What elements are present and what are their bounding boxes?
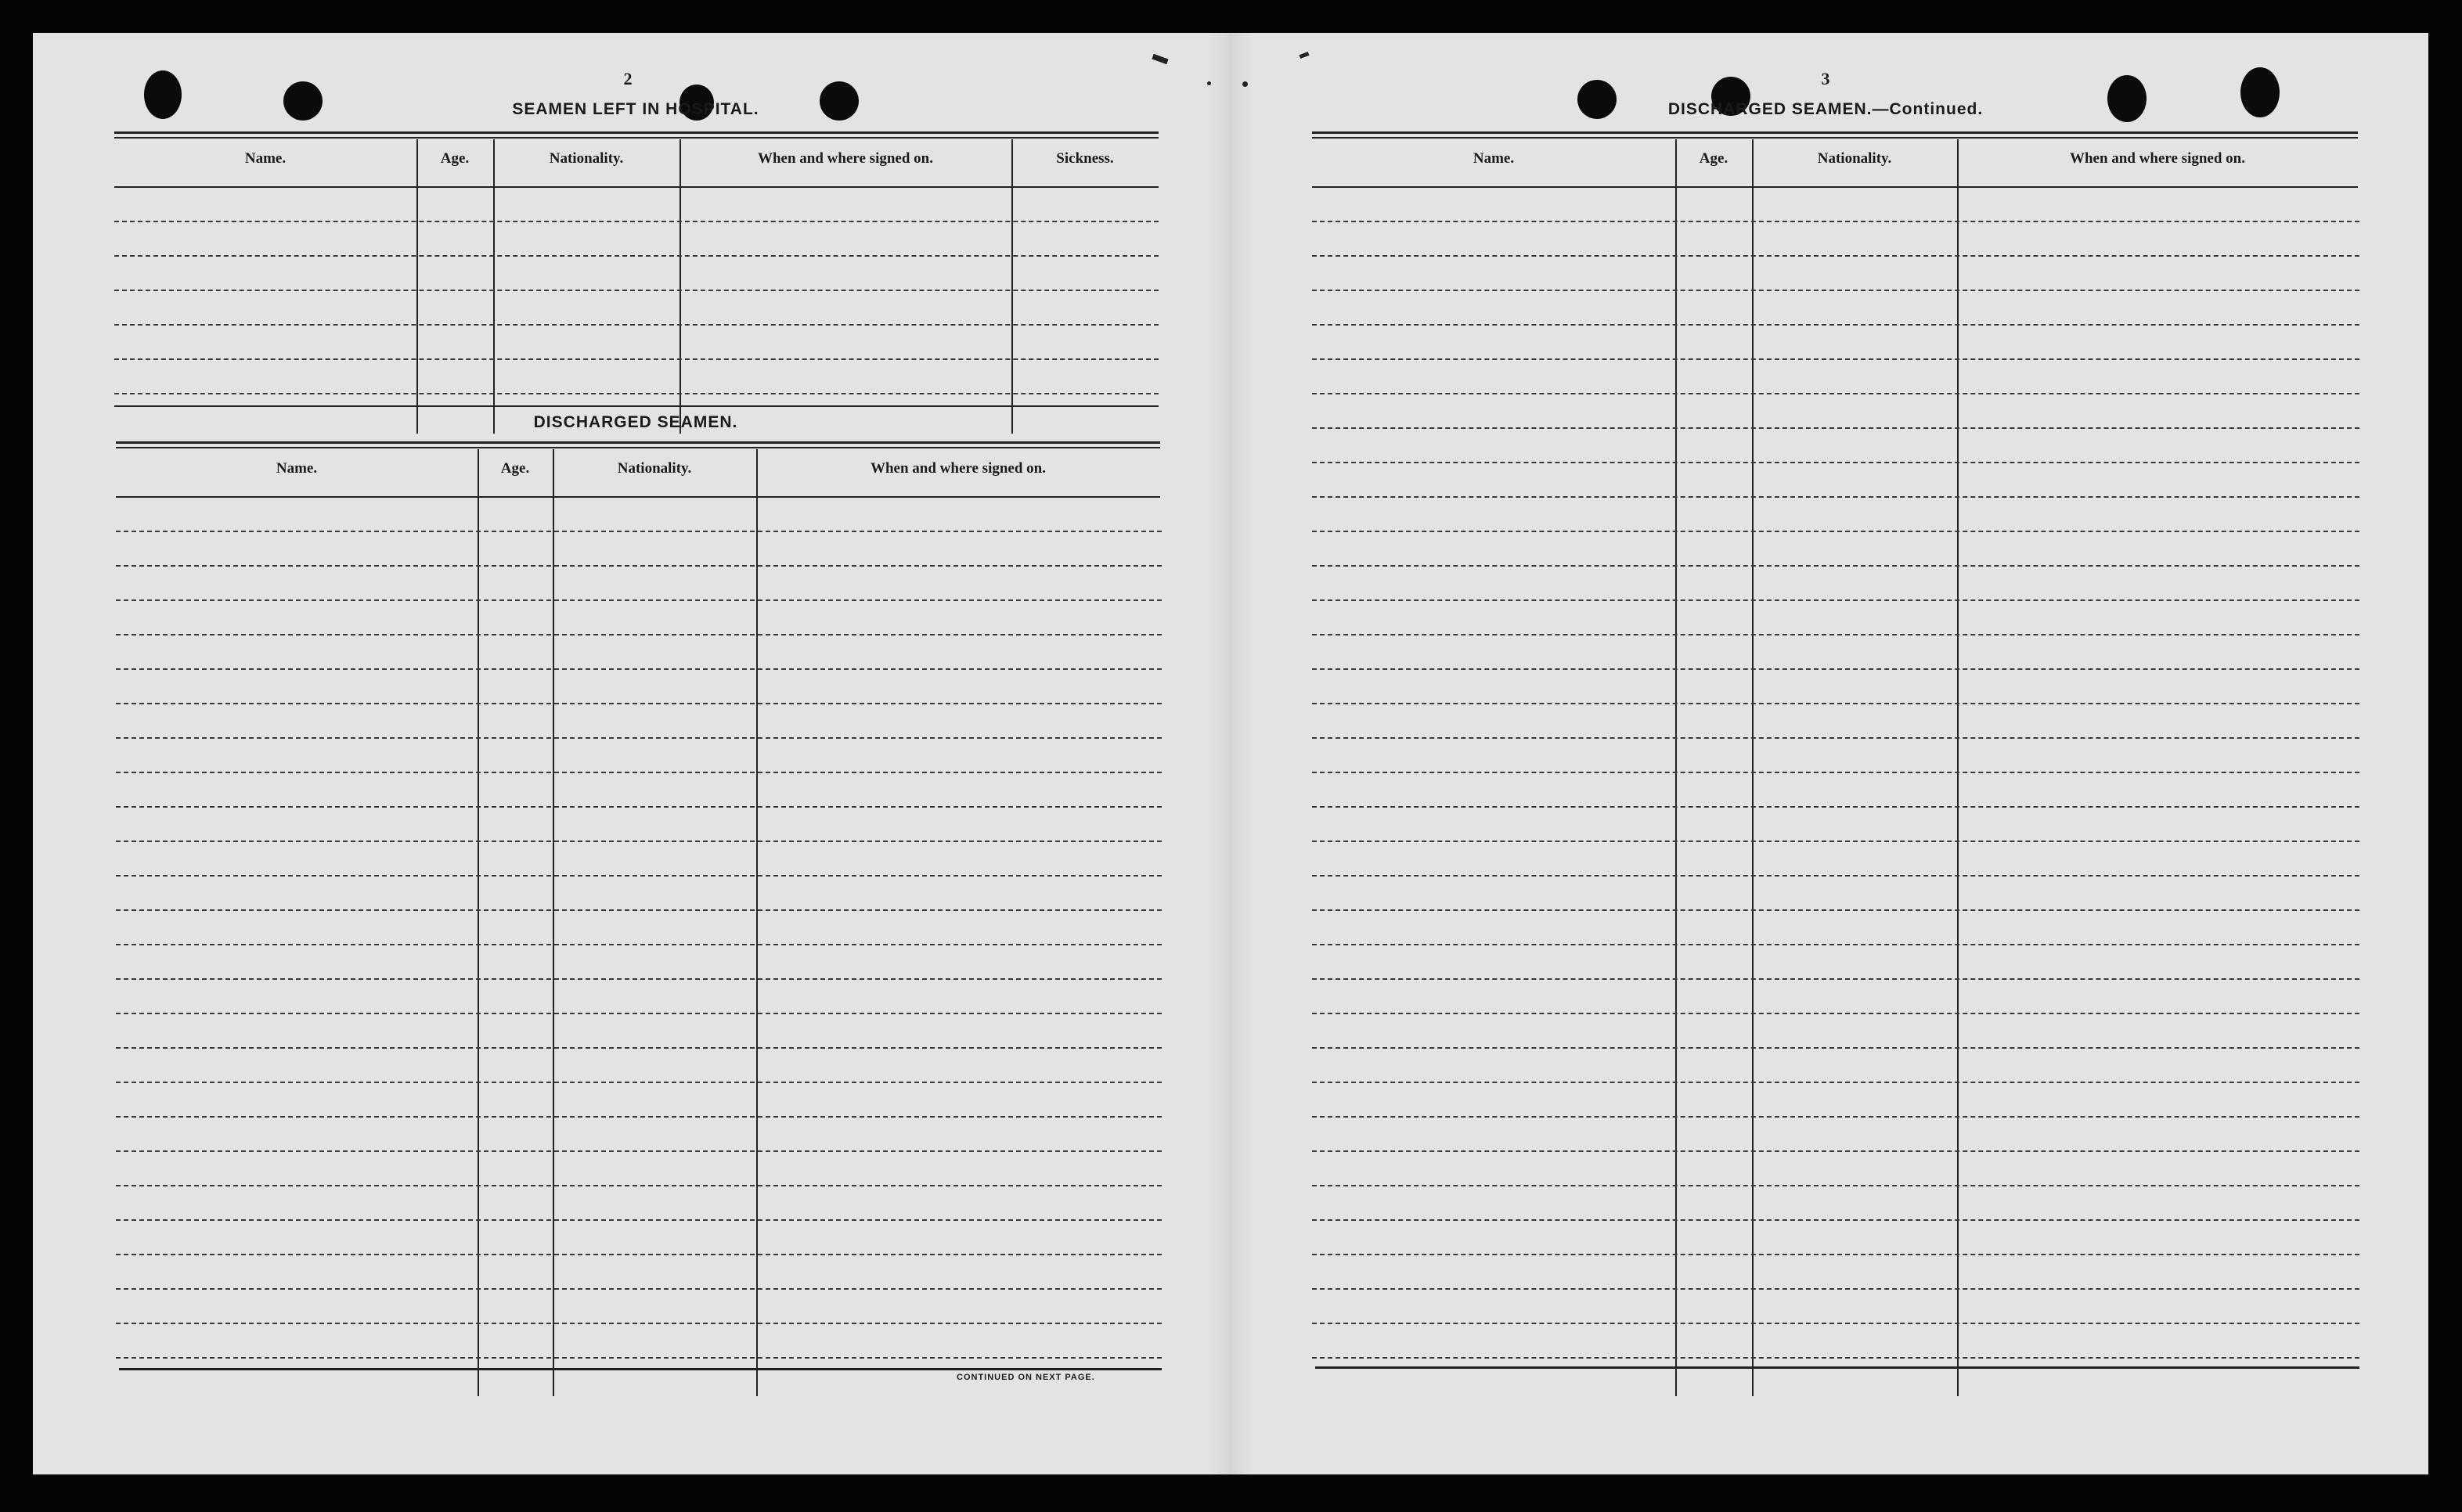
form-row-line xyxy=(1312,703,2359,704)
column-header-when-where: When and where signed on. xyxy=(2069,150,2245,167)
scanned-sheet xyxy=(33,33,2428,1474)
column-header-age: Age. xyxy=(1699,150,1728,167)
form-row-line xyxy=(1312,1219,2359,1221)
column-header-nationality: Nationality. xyxy=(617,460,692,477)
form-row-line xyxy=(1312,599,2359,601)
column-divider xyxy=(1957,139,1959,1396)
form-row-line xyxy=(1312,1116,2359,1118)
form-row-line xyxy=(1312,1323,2359,1324)
form-row-line xyxy=(1312,255,2359,257)
form-row-line xyxy=(1312,1082,2359,1083)
column-header-age: Age. xyxy=(440,150,470,167)
form-row-line xyxy=(1312,1288,2359,1290)
column-header-name: Name. xyxy=(244,150,287,167)
page-number: 2 xyxy=(623,69,633,88)
column-divider xyxy=(1752,139,1754,1396)
header-underline xyxy=(1312,186,2358,188)
column-divider xyxy=(1675,139,1677,1396)
column-header-nationality: Nationality. xyxy=(1817,150,1892,167)
form-row-line xyxy=(1312,668,2359,670)
form-row-line xyxy=(1312,290,2359,291)
form-row-line xyxy=(1312,1013,2359,1014)
form-row-line xyxy=(1312,1254,2359,1255)
column-header-when-where: When and where signed on. xyxy=(757,150,933,167)
form-row-line xyxy=(1312,737,2359,739)
form-row-line xyxy=(1312,875,2359,877)
column-header-sickness: Sickness. xyxy=(1056,150,1114,167)
form-row-line xyxy=(1312,772,2359,773)
form-row-line xyxy=(1312,1150,2359,1152)
table-bottom-rule xyxy=(1315,1366,2359,1369)
form-row-line xyxy=(1312,221,2359,222)
form-row-line xyxy=(1312,1357,2359,1359)
form-row-line xyxy=(1312,427,2359,429)
form-row-line xyxy=(1312,978,2359,980)
continued-note: CONTINUED ON NEXT PAGE. xyxy=(957,1373,1095,1382)
form-row-line xyxy=(1312,358,2359,360)
section-title-discharged: DISCHARGED SEAMEN. xyxy=(533,413,738,431)
table-top-rule xyxy=(1312,131,2358,134)
form-row-line xyxy=(1312,462,2359,463)
form-row-line xyxy=(1312,909,2359,911)
page-number: 3 xyxy=(1821,69,1830,88)
form-row-line xyxy=(1312,634,2359,635)
column-header-age: Age. xyxy=(500,460,530,477)
form-row-line xyxy=(1312,324,2359,326)
form-row-line xyxy=(1312,565,2359,567)
column-header-name: Name. xyxy=(1473,150,1515,167)
form-row-line xyxy=(1312,496,2359,498)
column-header-nationality: Nationality. xyxy=(549,150,624,167)
form-row-line xyxy=(1312,841,2359,842)
form-row-line xyxy=(1312,1047,2359,1049)
form-row-line xyxy=(1312,806,2359,808)
column-header-when-where: When and where signed on. xyxy=(870,460,1046,477)
right-page xyxy=(33,33,2428,1474)
form-row-line xyxy=(1312,393,2359,394)
column-header-name: Name. xyxy=(276,460,318,477)
form-row-line xyxy=(1312,1185,2359,1186)
section-title-discharged-continued: DISCHARGED SEAMEN.—Continued. xyxy=(1667,100,1984,118)
section-title-hospital: SEAMEN LEFT IN HOSPITAL. xyxy=(512,100,759,118)
form-row-line xyxy=(1312,531,2359,532)
form-row-line xyxy=(1312,944,2359,945)
